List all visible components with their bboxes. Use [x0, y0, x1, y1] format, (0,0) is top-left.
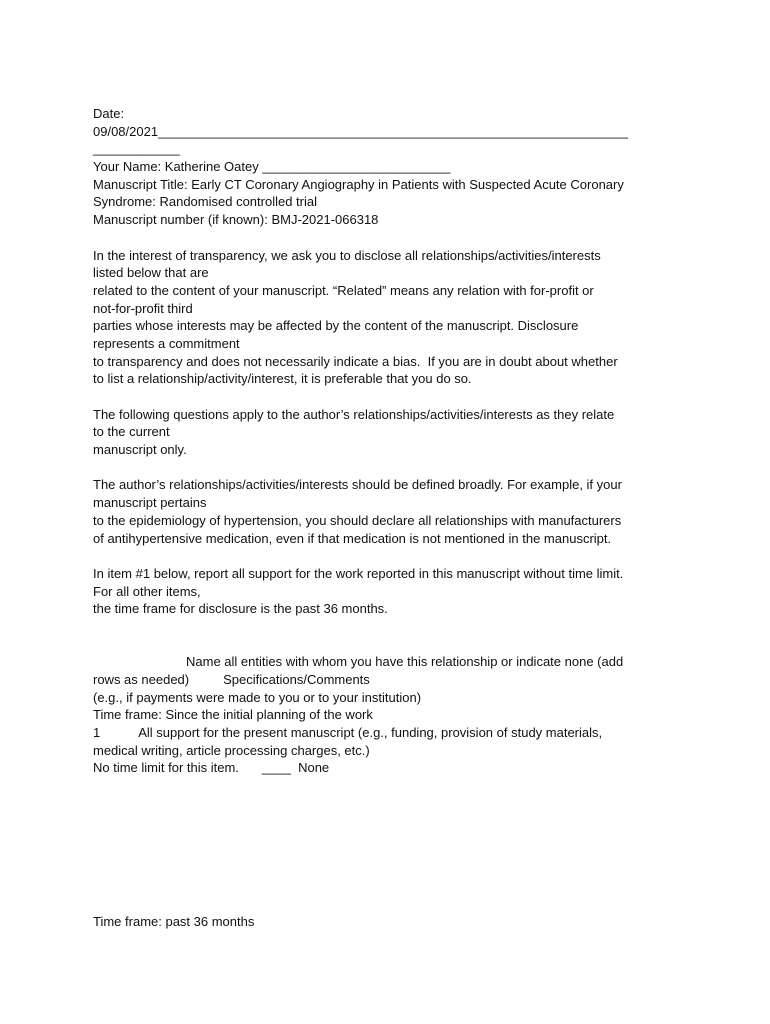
manuscript-number: Manuscript number (if known): BMJ-2021-066318 [93, 212, 379, 228]
column-header-row-2 [93, 671, 693, 689]
paragraph-line: of antihypertensive medication, even if that medication is not mentioned in the manuscript. [93, 530, 612, 546]
time-frame-past-36-months: Time frame: past 36 months [93, 914, 255, 930]
no-time-limit-label: No time limit for this item. [93, 760, 239, 776]
paragraph-line: to list a relationship/activity/interest, it is preferable that you do so. [93, 371, 472, 387]
paragraph-line: related to the content of your manuscript. “Related” means any relation with for-profit or [93, 282, 594, 298]
paragraph-line: manuscript only. [93, 442, 187, 458]
no-time-limit-row [93, 759, 693, 777]
paragraph-line: to the current [93, 424, 170, 440]
paragraph-line: represents a commitment [93, 335, 240, 351]
paragraph-line: In item #1 below, report all support for the work reported in this manuscript without time limit. [93, 565, 624, 581]
disclosure-table-section [93, 653, 693, 777]
definition-paragraph [93, 476, 693, 547]
column-header-example: (e.g., if payments were made to you or to your institution) [93, 689, 422, 705]
manuscript-title-line-2: Syndrome: Randomised controlled trial [93, 194, 317, 210]
paragraph-line: In the interest of transparency, we ask you to disclose all relationships/activities/interests [93, 247, 601, 263]
none-checkbox-blank[interactable]: ____ [261, 760, 291, 776]
column-header-specifications: Specifications/Comments [223, 672, 370, 688]
item-number: 1 [93, 725, 101, 741]
item-1-row [93, 724, 693, 742]
paragraph-line: not-for-profit third [93, 300, 193, 316]
paragraph-line: parties whose interests may be affected by the content of the manuscript. Disclosure [93, 318, 579, 334]
none-label: None [298, 760, 330, 776]
item-description-cont: medical writing, article processing charges, etc.) [93, 742, 370, 758]
transparency-paragraph [93, 247, 693, 389]
date-value: 09/08/2021_________________________________________________________________ [93, 123, 629, 139]
date-label: Date: [93, 106, 125, 121]
scope-paragraph [93, 406, 693, 459]
time-frame-initial: Time frame: Since the initial planning of the work [93, 707, 373, 723]
item-description: All support for the present manuscript (e.g., funding, provision of study materials, [138, 725, 603, 741]
paragraph-line: to transparency and does not necessarily indicate a bias. If you are in doubt about whether [93, 353, 618, 369]
paragraph-line: manuscript pertains [93, 495, 207, 511]
paragraph-line: the time frame for disclosure is the past 36 months. [93, 601, 388, 617]
manuscript-title-line-1: Manuscript Title: Early CT Coronary Angiography in Patients with Suspected Acute Coronary [93, 176, 624, 192]
column-header-rows-needed: rows as needed) [93, 672, 190, 688]
paragraph-line: The following questions apply to the author’s relationships/activities/interests as they relate [93, 406, 615, 422]
column-header-entities: Name all entities with whom you have this relationship or indicate none (add [186, 654, 624, 670]
paragraph-line: to the epidemiology of hypertension, you should declare all relationships with manufacturers [93, 512, 622, 528]
paragraph-line: For all other items, [93, 583, 201, 599]
paragraph-line: listed below that are [93, 265, 209, 281]
author-name-line: Your Name: Katherine Oatey __________________________ [93, 159, 451, 175]
paragraph-line: The author’s relationships/activities/interests should be defined broadly. For example, if your [93, 477, 622, 493]
date-underline-continued: ____________ [93, 141, 180, 157]
disclosure-document [93, 105, 693, 931]
time-frame-paragraph [93, 565, 693, 618]
